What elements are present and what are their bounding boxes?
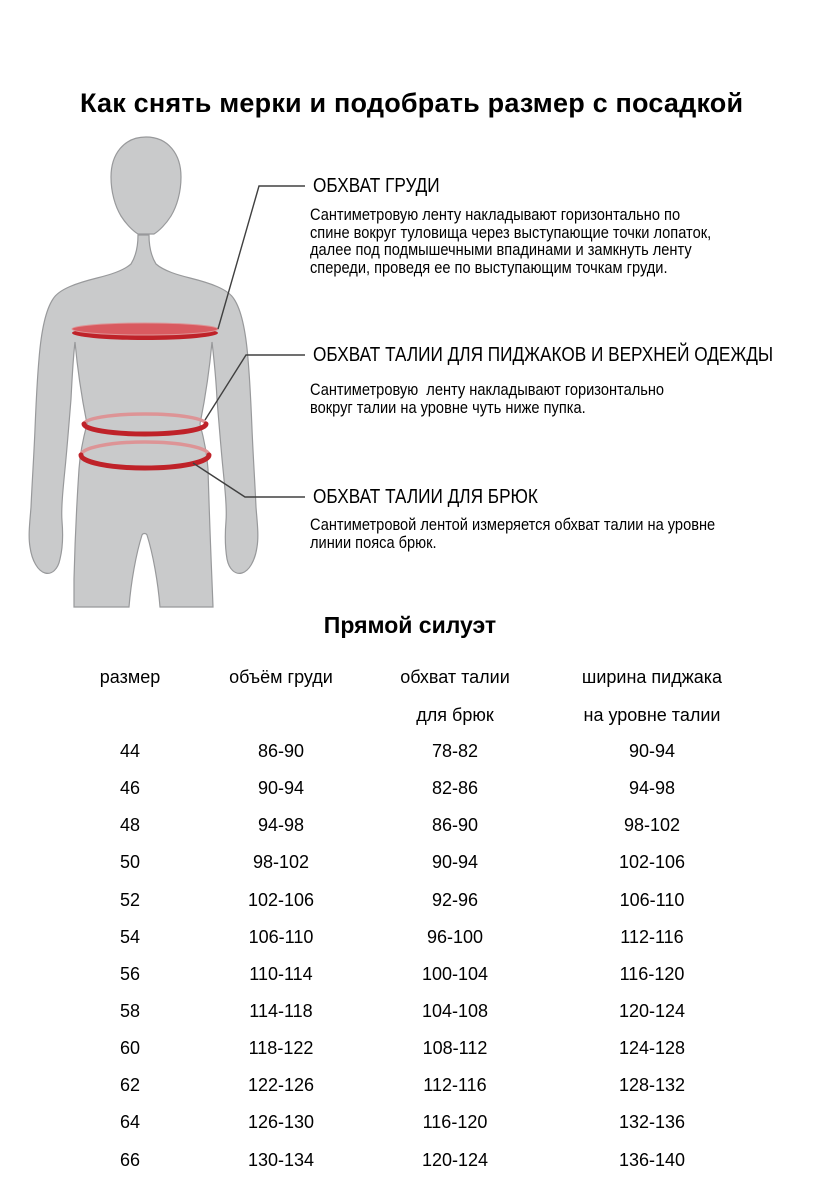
- male-silhouette-figure: [25, 132, 305, 610]
- table-cell: 92-96: [431, 889, 479, 910]
- table-row: [60, 956, 756, 993]
- table-cell: 78-82: [431, 741, 479, 762]
- table-cell: 108-112: [422, 1038, 488, 1059]
- jacket-waist-measure-heading: ОБХВАТ ТАЛИИ ДЛЯ ПИДЖАКОВ И ВЕРХНЕЙ ОДЕЖДЫ: [313, 344, 774, 366]
- table-cell: 96-100: [426, 926, 484, 947]
- table-cell: 104-108: [421, 1001, 489, 1022]
- table-cell: 102-106: [247, 889, 315, 910]
- table-cell: 136-140: [618, 1149, 686, 1170]
- table-row: [60, 844, 756, 881]
- table-cell: 86-90: [257, 741, 305, 762]
- table-cell: 112-116: [620, 926, 684, 947]
- description-line: Сантиметровой лентой измеряется обхват талии на уровне: [310, 515, 716, 534]
- trouser-waist-measure-heading: ОБХВАТ ТАЛИИ ДЛЯ БРЮК: [313, 486, 538, 508]
- table-cell: 120-124: [421, 1149, 489, 1170]
- table-cell: 66: [119, 1149, 141, 1170]
- table-row: [60, 1067, 756, 1104]
- table-cell: 126-130: [247, 1112, 315, 1133]
- table-row: [60, 733, 756, 770]
- table-cell: 54: [119, 926, 141, 947]
- description-line: спине вокруг туловища через выступающие точки лопаток,: [310, 222, 712, 242]
- table-cell: 56: [119, 963, 141, 984]
- table-cell: 124-128: [618, 1038, 686, 1059]
- description-line: Сантиметровую ленту накладывают горизонтально по: [310, 205, 681, 224]
- table-cell: 98-102: [623, 815, 681, 836]
- description-line: далее под подмышечными впадинами и замкнуть ленту: [310, 240, 692, 259]
- table-cell: 102-106: [618, 852, 686, 873]
- column-header: объём груди: [229, 666, 333, 687]
- table-cell: 46: [119, 778, 141, 799]
- size-table: [60, 663, 756, 1179]
- table-cell: 122-126: [247, 1075, 315, 1096]
- table-row: [60, 1030, 756, 1067]
- chest-measure-description: [310, 206, 711, 276]
- description-line: спереди, проведя ее по выступающим точкам груди.: [310, 257, 668, 277]
- column-header: ширина пиджака: [581, 666, 723, 687]
- table-cell: 110-114: [249, 963, 313, 984]
- table-cell: 112-116: [423, 1075, 487, 1096]
- table-cell: 94-98: [257, 815, 305, 836]
- table-cell: 98-102: [252, 852, 310, 873]
- table-header-row-2: [60, 701, 756, 729]
- table-cell: 90-94: [628, 741, 676, 762]
- table-cell: 106-110: [248, 926, 314, 947]
- column-header: размер: [99, 666, 161, 687]
- table-row: [60, 1104, 756, 1141]
- table-cell: 62: [119, 1075, 141, 1096]
- size-table-title: Прямой силуэт: [323, 612, 497, 638]
- table-row: [60, 882, 756, 919]
- table-cell: 86-90: [431, 815, 479, 836]
- table-cell: 116-120: [619, 963, 685, 984]
- table-cell: 90-94: [431, 852, 479, 873]
- table-cell: 116-120: [422, 1112, 488, 1133]
- table-row: [60, 919, 756, 956]
- table-cell: 52: [119, 889, 141, 910]
- table-cell: 48: [119, 815, 141, 836]
- description-line: Сантиметровую ленту накладывают горизонтально: [310, 380, 665, 399]
- table-cell: 58: [119, 1001, 141, 1022]
- table-cell: 100-104: [421, 963, 489, 984]
- table-row: [60, 993, 756, 1030]
- table-cell: 128-132: [618, 1075, 686, 1096]
- table-cell: 90-94: [257, 778, 305, 799]
- table-row: [60, 1142, 756, 1179]
- chest-band: [72, 323, 218, 340]
- table-cell: 44: [119, 741, 141, 762]
- trouser-waist-measure-description: [310, 516, 715, 551]
- column-header: для брюк: [416, 704, 494, 725]
- table-cell: 118-122: [248, 1038, 314, 1059]
- body-silhouette: [29, 235, 258, 607]
- table-cell: 106-110: [619, 889, 685, 910]
- size-table-body: [60, 733, 756, 1179]
- table-header-row-1: [60, 663, 756, 691]
- chest-measure-heading: ОБХВАТ ГРУДИ: [313, 175, 440, 197]
- table-cell: 120-124: [618, 1001, 686, 1022]
- table-cell: 94-98: [628, 778, 676, 799]
- table-cell: 82-86: [431, 778, 479, 799]
- column-header: обхват талии: [400, 666, 510, 687]
- jacket-waist-measure-description: [310, 381, 664, 416]
- column-header: на уровне талии: [583, 704, 721, 725]
- table-cell: 130-134: [247, 1149, 315, 1170]
- description-line: вокруг талии на уровне чуть ниже пупка.: [310, 397, 586, 417]
- description-line: линии пояса брюк.: [310, 532, 437, 552]
- page-title: Как снять мерки и подобрать размер с посадкой: [80, 88, 744, 118]
- table-row: [60, 770, 756, 807]
- table-row: [60, 807, 756, 844]
- table-cell: 64: [119, 1112, 141, 1133]
- head-silhouette: [111, 137, 181, 234]
- table-cell: 132-136: [618, 1112, 686, 1133]
- table-cell: 60: [119, 1038, 141, 1059]
- table-cell: 50: [119, 852, 141, 873]
- table-cell: 114-118: [249, 1001, 313, 1022]
